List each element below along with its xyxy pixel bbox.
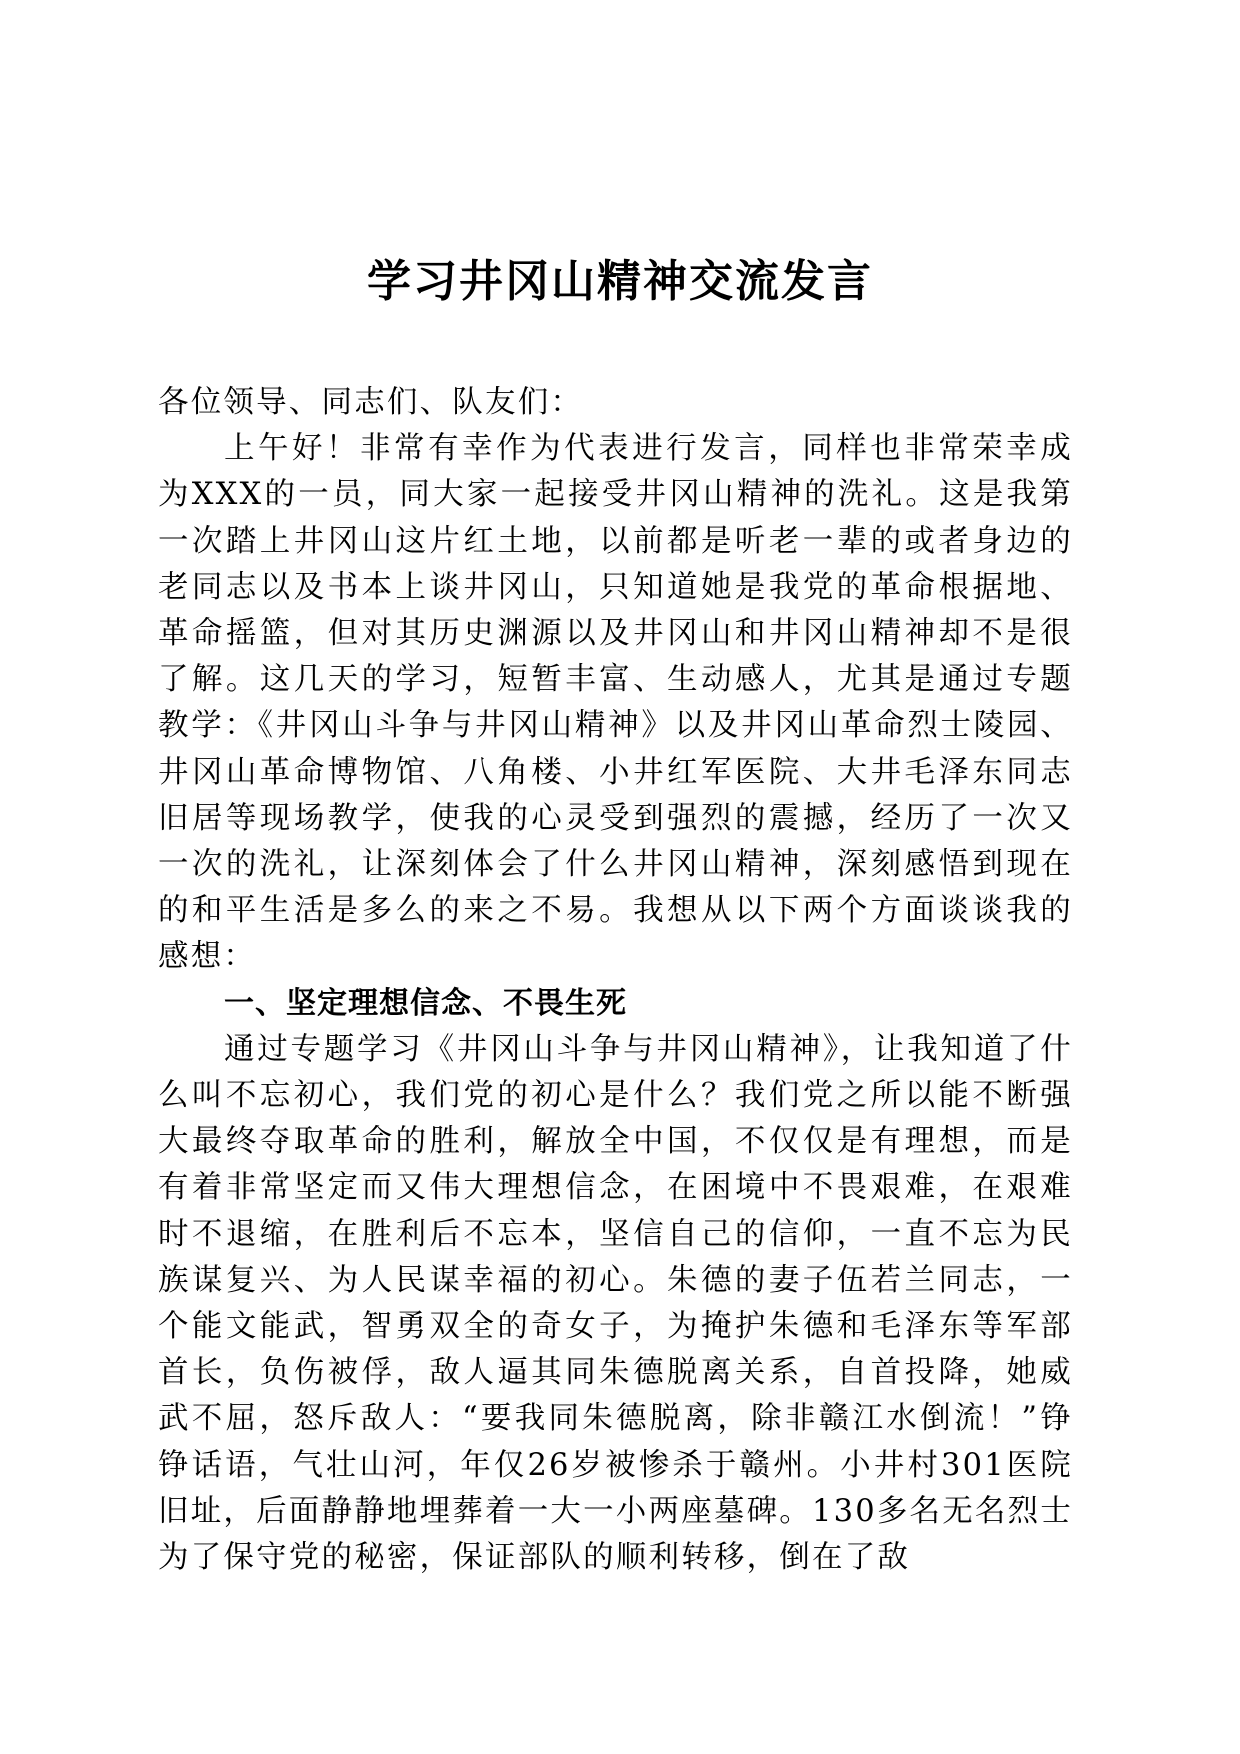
document-body <box>158 380 1073 1581</box>
opening-paragraph: 上午好！非常有幸作为代表进行发言，同样也非常荣幸成为XXX的一员，同大家一起接受井冈山精神的洗礼。这是我第一次踏上井冈山这片红土地，以前都是听老一辈的或者身边的老同志以及书本上谈井冈山，只知道她是我党的革命根据地、革命摇篮，但对其历史渊源以及井冈山和井冈山精神却不是很了解。这几天的学习，短暂丰富、生动感人，尤其是通过专题教学：《井冈山斗争与井冈山精神》以及井冈山革命烈士陵园、井冈山革命博物馆、八角楼、小井红军医院、大井毛泽东同志旧居等现场教学，使我的心灵受到强烈的震撼，经历了一次又一次的洗礼，让深刻体会了什么井冈山精神，深刻感悟到现在的和平生活是多么的来之不易。我想从以下两个方面谈谈我的感想： <box>158 431 1073 975</box>
salutation: 各位领导、同志们、队友们： <box>158 385 584 420</box>
section-heading-1: 一、坚定理想信念、不畏生死 <box>224 985 627 1021</box>
section-1-paragraph: 通过专题学习《井冈山斗争与井冈山精神》，让我知道了什么叫不忘初心，我们党的初心是什么？我们党之所以能不断强大最终夺取革命的胜利，解放全中国，不仅仅是有理想，而是有着非常坚定而又伟大理想信念，在困境中不畏艰难，在艰难时不退缩，在胜利后不忘本，坚信自己的信仰，一直不忘为民族谋复兴、为人民谋幸福的初心。朱德的妻子伍若兰同志，一个能文能武，智勇双全的奇女子，为掩护朱德和毛泽东等军部首长，负伤被俘，敌人逼其同朱德脱离关系，自首投降，她威武不屈，怒斥敌人：“要我同朱德脱离，除非赣江水倒流！”铮铮话语，气壮山河，年仅26岁被惨杀于赣州。小井村301医院旧址，后面静静地埋葬着一大一小两座墓碑。130多名无名烈士为了保守党的秘密，保证部队的顺利转移，倒在了敌 <box>158 1031 1074 1576</box>
document-title: 学习井冈山精神交流发言 <box>367 256 873 307</box>
